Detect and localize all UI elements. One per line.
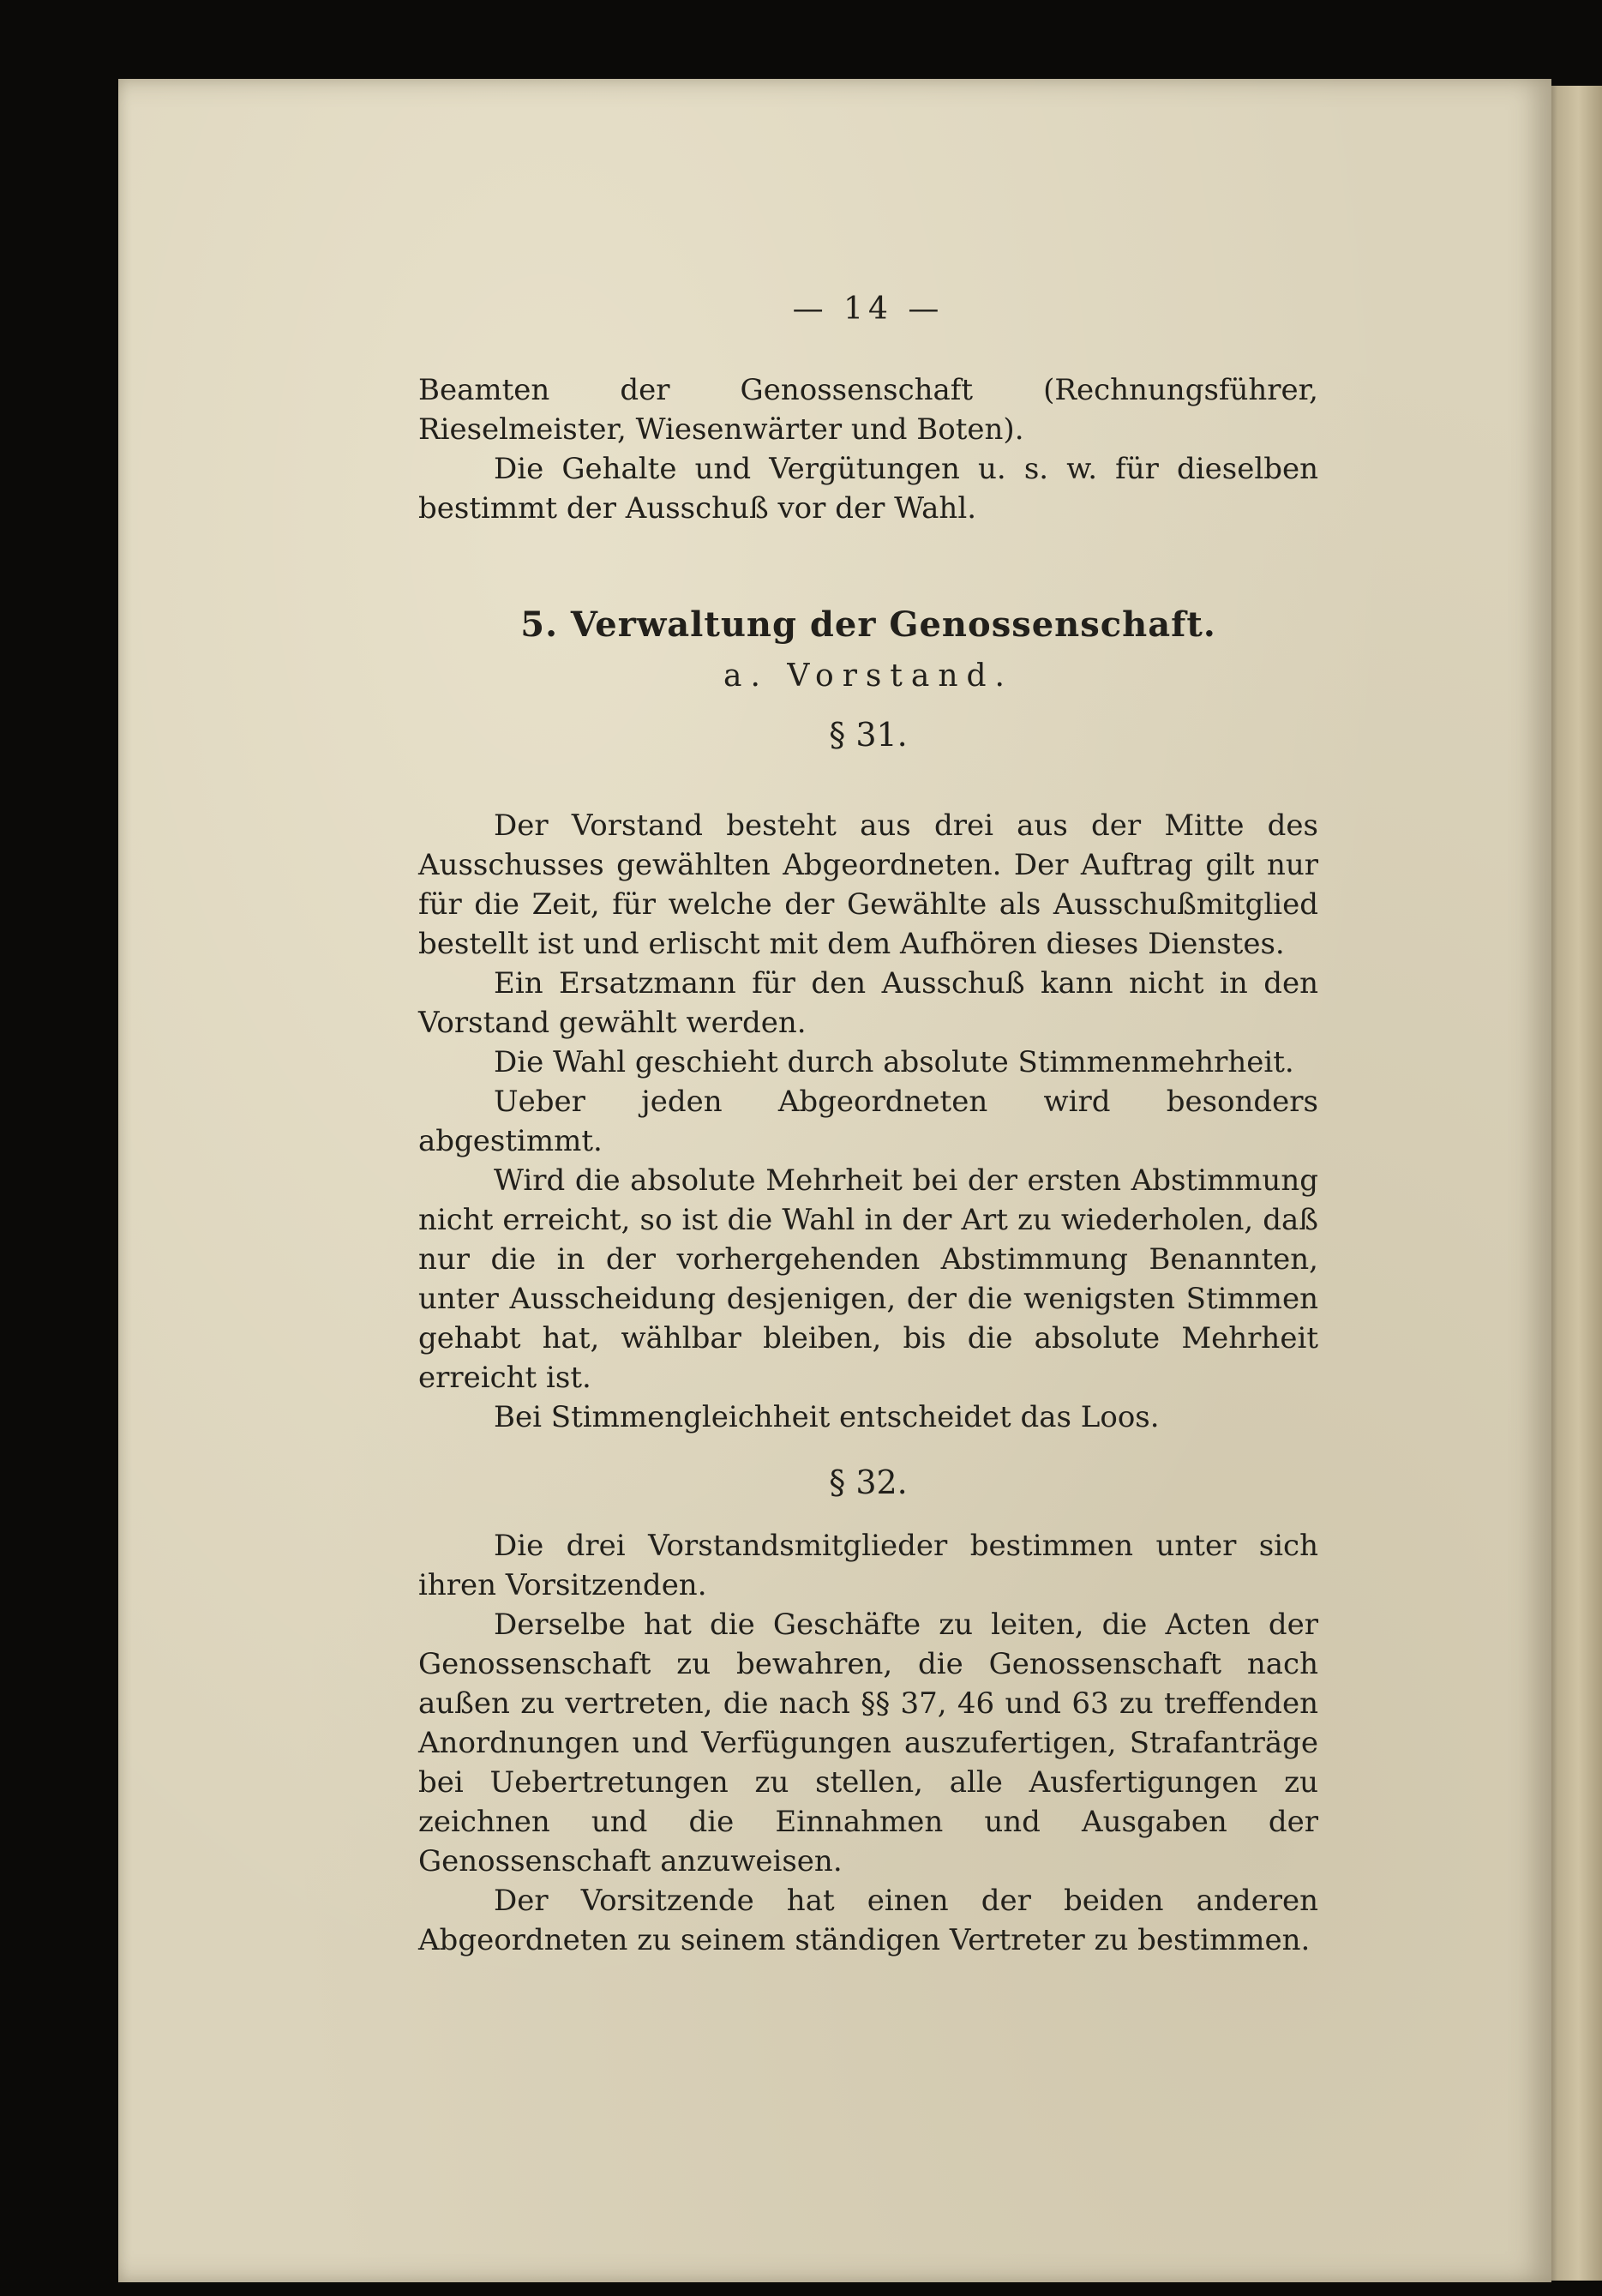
p31-text-5: Wird die absolute Mehrheit bei der ersten Abstimmung nicht erreicht, so ist die Wahl in der Art zu wiederholen, daß nur die in der vorhergehenden Abstimmung Benannten, unter Ausscheidung desjenigen, der die wenigsten Stimmen gehabt hat, wählbar bleiben, bis die absolute Mehrheit erreicht ist. [418, 1163, 1318, 1395]
p32-text-3: Der Vorsitzende hat einen der beiden anderen Abgeordneten zu seinem ständigen Vertreter zu bestimmen. [418, 1884, 1318, 1957]
p32-text-2: Derselbe hat die Geschäfte zu leiten, die Acten der Genossenschaft zu bewahren, die Genossenschaft nach außen zu vertreten, die nach §§ 37, 46 und 63 zu treffenden Anordnungen und Verfügungen auszufertigen, Strafanträge bei Uebertretungen zu stellen, alle Ausfertigungen zu zeichnen und die Einnahmen und Ausgaben der Genossenschaft anzuweisen. [418, 1608, 1318, 1878]
paragraph-32-mark: § 32. [829, 1464, 908, 1501]
subsection-heading: a. Vorstand. [723, 658, 1013, 694]
section-5 [418, 605, 1318, 754]
opposite-page-edge [1543, 86, 1602, 2281]
p31-text-1: Der Vorstand besteht aus drei aus der Mitte des Ausschusses gewählten Abgeordneten. Der Auftrag gilt nur für die Zeit, für welche der Gewählte als Ausschußmitglied bestellt ist und erlischt mit dem Aufhören dieses Dienstes. [418, 808, 1318, 961]
paragraph-31-body [418, 806, 1318, 1437]
intro-block [418, 370, 1318, 528]
paragraph-31-mark: § 31. [829, 716, 908, 754]
page-number: — 14 — [792, 292, 945, 327]
intro-paragraph-2: Die Gehalte und Vergütungen u. s. w. für dieselben bestimmt der Ausschuß vor der Wahl. [418, 452, 1318, 526]
p31-text-2: Ein Ersatzmann für den Ausschuß kann nicht in den Vorstand gewählt werden. [418, 966, 1318, 1040]
p31-text-6: Bei Stimmengleichheit entscheidet das Loos. [494, 1400, 1160, 1434]
p31-text-3: Die Wahl geschieht durch absolute Stimmenmehrheit. [494, 1045, 1294, 1079]
p31-text-4: Ueber jeden Abgeordneten wird besonders abgestimmt. [418, 1085, 1318, 1158]
paragraph-32-heading-wrap [418, 1463, 1318, 1502]
section-heading: 5. Verwaltung der Genossenschaft. [520, 604, 1216, 645]
paragraph-32-body [418, 1526, 1318, 1960]
p32-text-1: Die drei Vorstandsmitglieder bestimmen unter sich ihren Vorsitzenden. [418, 1529, 1318, 1602]
intro-paragraph-1: Beamten der Genossenschaft (Rechnungsführer, Rieselmeister, Wiesenwärter und Boten). [418, 373, 1318, 447]
